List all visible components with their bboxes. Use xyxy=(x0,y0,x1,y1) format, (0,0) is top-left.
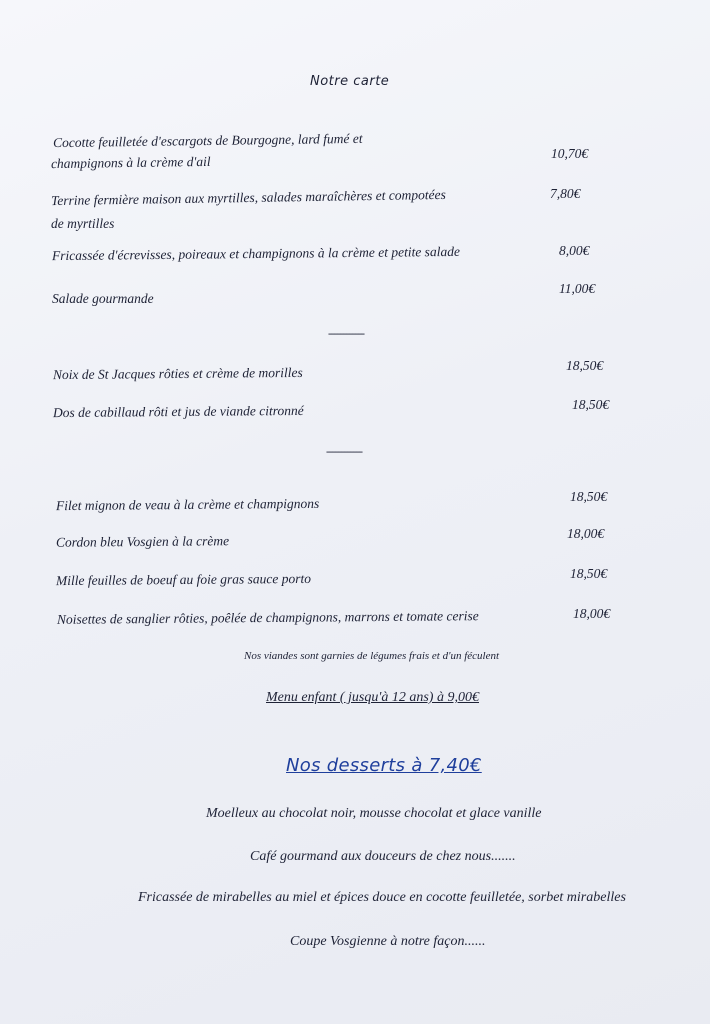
desserts-title: Nos desserts à 7,40€ xyxy=(286,755,482,776)
meat-2-name: Cordon bleu Vosgien à la crème xyxy=(55,533,230,550)
meat-2-price: 18,00€ xyxy=(567,526,605,541)
starter-1-line-1: Cocotte feuilletée d'escargots de Bourgogne, lard fumé et xyxy=(52,130,363,151)
separator-2: ------------ xyxy=(326,444,362,458)
starter-1-price: 10,70€ xyxy=(551,146,589,161)
starter-3-line-1: Fricassée d'écrevisses, poireaux et champignons à la crème et petite salade xyxy=(51,243,460,264)
meat-1-name: Filet mignon de veau à la crème et champignons xyxy=(55,495,320,514)
starter-2-price: 7,80€ xyxy=(550,186,581,201)
starter-3-price: 8,00€ xyxy=(559,243,590,258)
fish-1-price: 18,50€ xyxy=(566,358,604,373)
dessert-1: Moelleux au chocolat noir, mousse chocolat et glace vanille xyxy=(206,806,542,821)
fish-2-name: Dos de cabillaud rôti et jus de viande citronné xyxy=(52,402,304,421)
separator-1: ------------ xyxy=(328,326,364,340)
dessert-3: Fricassée de mirabelles au miel et épices douce en cocotte feuilletée, sorbet mirabelles xyxy=(138,890,626,905)
starter-4-price: 11,00€ xyxy=(559,281,596,296)
meat-4-name: Noisettes de sanglier rôties, poêlée de champignons, marrons et tomate cerise xyxy=(56,608,479,627)
fish-1-name: Noix de St Jacques rôties et crème de morilles xyxy=(52,364,303,383)
meat-3-name: Mille feuilles de boeuf au foie gras sauce porto xyxy=(55,570,312,589)
starter-1-line-2: champignons à la crème d'ail xyxy=(50,153,211,172)
dessert-4: Coupe Vosgienne à notre façon...... xyxy=(290,934,486,949)
meat-4-price: 18,00€ xyxy=(573,606,611,621)
meat-3-price: 18,50€ xyxy=(570,566,608,581)
meat-1-price: 18,50€ xyxy=(570,489,608,504)
starter-2-line-1: Terrine fermière maison aux myrtilles, salades maraîchères et compotées xyxy=(50,186,446,209)
fish-2-price: 18,50€ xyxy=(572,397,610,412)
menu-title: Notre carte xyxy=(310,74,390,89)
starter-2-line-2: de myrtilles xyxy=(51,216,115,231)
starter-4-line-1: Salade gourmande xyxy=(52,291,154,306)
dessert-2: Café gourmand aux douceurs de chez nous....... xyxy=(250,849,516,864)
kids-menu: Menu enfant ( jusqu'à 12 ans) à 9,00€ xyxy=(266,690,479,705)
meats-note: Nos viandes sont garnies de légumes frais et d'un féculent xyxy=(244,650,500,662)
